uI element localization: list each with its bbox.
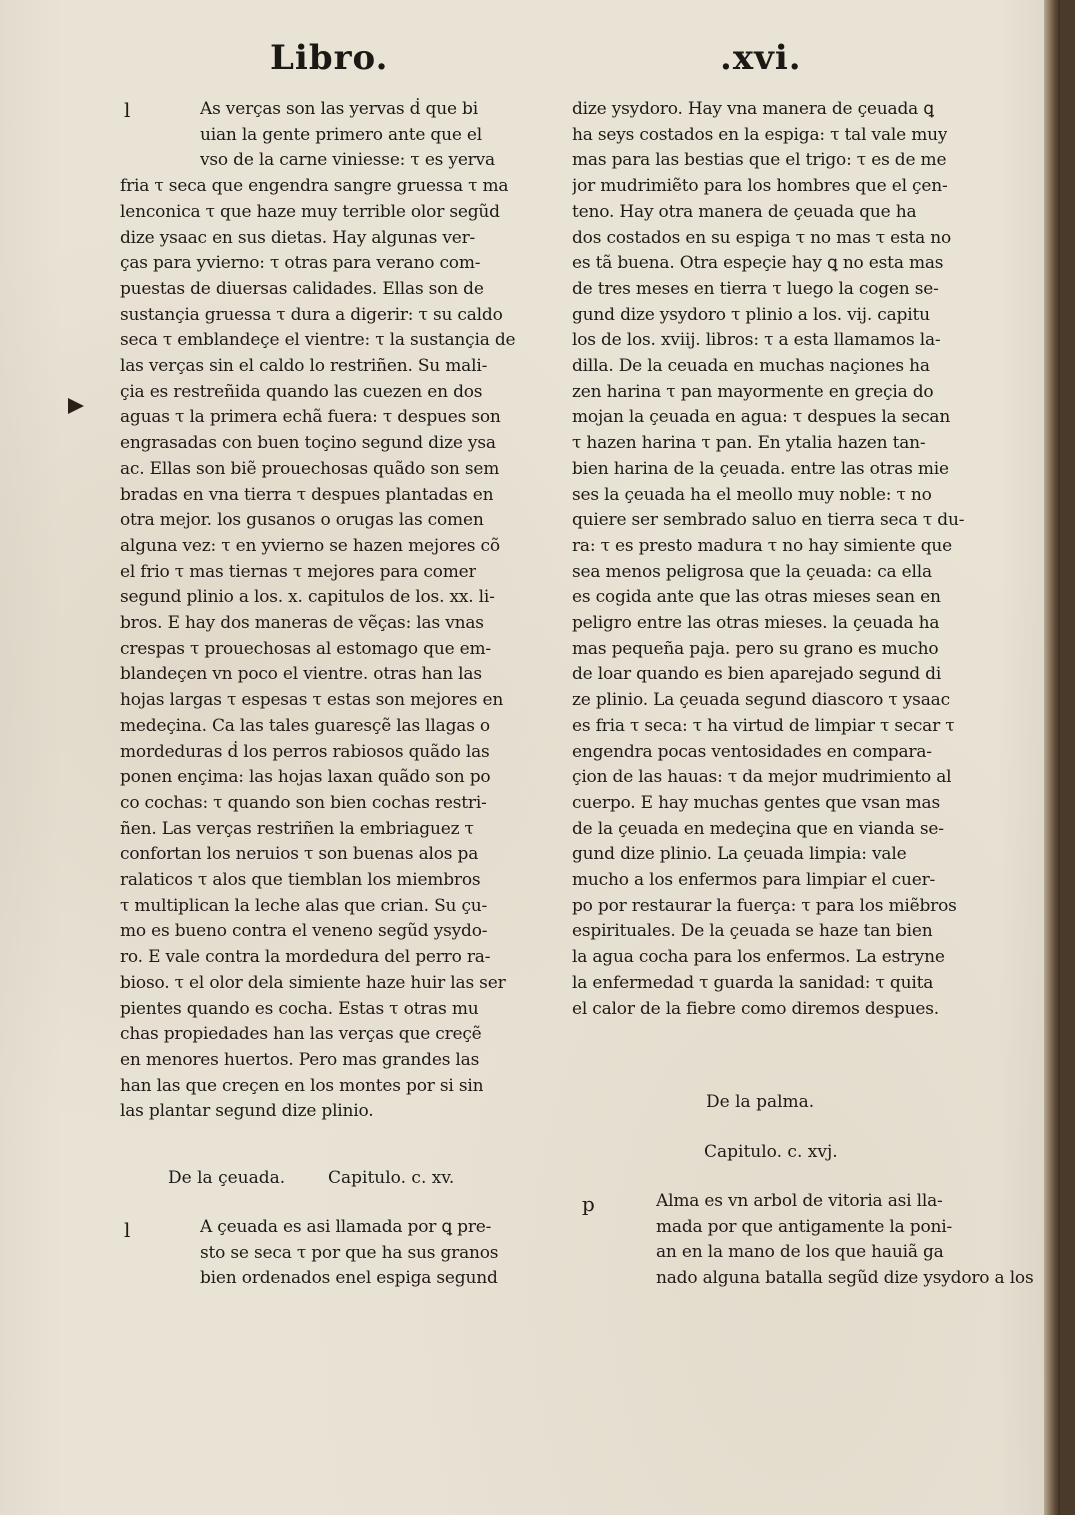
- text-line: ze plinio. La çeuada segund diascoro τ ysaac: [572, 690, 950, 711]
- text-line: sea menos peligrosa que la çeuada: ca ella: [572, 561, 932, 582]
- text-line: de loar quando es bien aparejado segund di: [572, 664, 942, 685]
- text-line: ha seys costados en la espiga: τ tal vale muy: [572, 124, 948, 145]
- text-line: la agua cocha para los enfermos. La estryne: [572, 947, 945, 968]
- text-line: sto se seca τ por que ha sus granos: [200, 1242, 499, 1263]
- text-line: otra mejor. los gusanos o orugas las comen: [120, 510, 484, 531]
- text-line: gund dize ysydoro τ plinio a los. vij. capitu: [572, 304, 930, 325]
- text-line: uian la gente primero ante que el: [200, 124, 483, 145]
- text-line: vso de la carne viniesse: τ es yerva: [200, 150, 495, 171]
- text-line: crespas τ prouechosas al estomago que em-: [120, 638, 491, 659]
- text-line: ra: τ es presto madura τ no hay simiente que: [572, 535, 953, 556]
- text-line: blandeçen vn poco el vientre. otras han las: [120, 664, 482, 685]
- text-line: espirituales. De la çeuada se haze tan bien: [572, 921, 933, 942]
- text-line: co cochas: τ quando son bien cochas restri-: [120, 792, 487, 813]
- text-line: τ hazen harina τ pan. En ytalia hazen tan-: [572, 433, 926, 454]
- text-line: bien harina de la çeuada. entre las otras mie: [572, 458, 949, 479]
- pointing-mark: [68, 398, 84, 414]
- text-line: sustançia gruessa τ dura a digerir: τ su caldo: [120, 304, 503, 325]
- text-line: chas propiedades han las verças que creçẽ: [120, 1024, 482, 1045]
- text-line: el calor de la fiebre como diremos despues.: [572, 998, 939, 1019]
- text-line: alguna vez: τ en yvierno se hazen mejores cõ: [120, 535, 500, 556]
- text-line: ac. Ellas son biẽ prouechosas quãdo son sem: [120, 458, 500, 479]
- text-line: τ multiplican la leche alas que crian. Su çu-: [120, 895, 488, 916]
- text-line: cuerpo. E hay muchas gentes que vsan mas: [572, 792, 940, 813]
- text-line: puestas de diuersas calidades. Ellas son de: [120, 278, 484, 299]
- text-line: ponen ençima: las hojas laxan quãdo son po: [120, 767, 491, 788]
- text-line: ralaticos τ alos que tiemblan los miembros: [120, 870, 481, 890]
- text-line: peligro entre las otras mieses. la çeuada ha: [572, 613, 940, 633]
- running-head-right: .xvi.: [720, 38, 802, 78]
- text-line: jor mudrimiẽto para los hombres que el çen-: [572, 176, 948, 197]
- text-line: engendra pocas ventosidades en compara-: [572, 741, 932, 762]
- text-line: çia es restreñida quando las cuezen en dos: [120, 381, 483, 402]
- text-line: dize ysaac en sus dietas. Hay algunas ver-: [120, 227, 476, 248]
- left-section-chapter: Capitulo. c. xv.: [328, 1168, 455, 1188]
- text-line: ses la çeuada ha el meollo muy noble: τ no: [572, 484, 932, 505]
- text-line: çion de las hauas: τ da mejor mudrimiento al: [572, 767, 952, 788]
- text-line: la enfermedad τ guarda la sanidad: τ quita: [572, 972, 934, 993]
- text-line: mojan la çeuada en agua: τ despues la secan: [572, 407, 951, 428]
- text-line: zen harina τ pan mayormente en greçia do: [572, 381, 934, 402]
- text-line: A çeuada es asi llamada por ꝗ pre-: [200, 1217, 492, 1237]
- right-section-title: De la palma.: [706, 1092, 815, 1112]
- text-line: mo es bueno contra el veneno segũd ysydo-: [120, 921, 488, 942]
- text-line: po por restaurar la fuerça: τ para los miẽbros: [572, 895, 957, 916]
- text-line: de la çeuada en medeçina que en vianda se-: [572, 818, 944, 839]
- text-line: el frio τ mas tiernas τ mejores para comer: [120, 561, 477, 582]
- running-head-left: Libro.: [270, 38, 389, 78]
- text-line: As verças son las yervas ḋ que bi: [200, 99, 478, 119]
- text-line: mordeduras ḋ los perros rabiosos quãdo las: [120, 741, 490, 762]
- text-line: bros. E hay dos maneras de vẽças: las vnas: [120, 613, 484, 633]
- text-line: mucho a los enfermos para limpiar el cuer-: [572, 870, 936, 890]
- text-line: los de los. xviij. libros: τ a esta llamamos la-: [572, 330, 941, 351]
- text-line: seca τ emblandeçe el vientre: τ la sustançia de: [120, 330, 516, 351]
- text-line: dize ysydoro. Hay vna manera de çeuada ꝗ: [572, 99, 934, 119]
- text-line: engrasadas con buen toçino segund dize ysa: [120, 433, 496, 454]
- text-line: mas para las bestias que el trigo: τ es de me: [572, 150, 947, 171]
- text-line: bioso. τ el olor dela simiente haze huir las ser: [120, 972, 506, 993]
- text-line: en menores huertos. Pero mas grandes las: [120, 1049, 480, 1070]
- text-line: bien ordenados enel espiga segund: [200, 1268, 498, 1289]
- text-line: Alma es vn arbol de vitoria asi lla-: [656, 1191, 943, 1211]
- text-line: quiere ser sembrado saluo en tierra seca τ du-: [572, 510, 965, 531]
- text-line: hojas largas τ espesas τ estas son mejores en: [120, 690, 504, 711]
- text-line: es fria τ seca: τ ha virtud de limpiar τ secar τ: [572, 715, 955, 736]
- text-line: lenconica τ que haze muy terrible olor segũd: [120, 201, 500, 222]
- text-line: es tã buena. Otra espeçie hay ꝗ no esta mas: [572, 253, 944, 274]
- text-line: aguas τ la primera echã fuera: τ despues son: [120, 407, 501, 428]
- text-line: las plantar segund dize plinio.: [120, 1101, 374, 1122]
- left-section-initial: l: [124, 1218, 131, 1242]
- text-line: segund plinio a los. x. capitulos de los. xx. li-: [120, 587, 495, 608]
- text-line: es cogida ante que las otras mieses sean en: [572, 587, 941, 608]
- left-column-initial: l: [124, 98, 131, 122]
- text-line: las verças sin el caldo lo restriñen. Su mali-: [120, 356, 488, 376]
- page-edge: [1044, 0, 1060, 1515]
- text-line: han las que creçen en los montes por si sin: [120, 1075, 484, 1096]
- text-line: ñen. Las verças restriñen la embriaguez τ: [120, 818, 474, 839]
- text-line: teno. Hay otra manera de çeuada que ha: [572, 201, 917, 222]
- text-line: gund dize plinio. La çeuada limpia: vale: [572, 844, 907, 865]
- left-section-title: De la çeuada.: [168, 1168, 286, 1188]
- right-section-initial: p: [582, 1192, 595, 1216]
- text-line: ças para yvierno: τ otras para verano com-: [120, 253, 481, 274]
- text-line: dos costados en su espiga τ no mas τ esta no: [572, 227, 952, 248]
- text-line: de tres meses en tierra τ luego la cogen se-: [572, 278, 939, 299]
- text-line: mada por que antigamente la poni-: [656, 1216, 953, 1237]
- text-line: medeçina. Ca las tales guaresçẽ las llagas o: [120, 715, 490, 736]
- text-line: pientes quando es cocha. Estas τ otras mu: [120, 998, 479, 1019]
- text-line: confortan los neruios τ son buenas alos pa: [120, 844, 479, 865]
- text-line: fria τ seca que engendra sangre gruessa τ ma: [120, 176, 509, 197]
- text-line: dilla. De la ceuada en muchas naçiones ha: [572, 356, 930, 376]
- right-section-chapter: Capitulo. c. xvj.: [704, 1142, 838, 1162]
- text-line: ro. E vale contra la mordedura del perro ra-: [120, 947, 491, 968]
- text-line: bradas en vna tierra τ despues plantadas en: [120, 484, 494, 505]
- text-line: mas pequeña paja. pero su grano es mucho: [572, 638, 939, 659]
- text-line: an en la mano de los que hauiã ga: [656, 1242, 944, 1263]
- text-line: nado alguna batalla segũd dize ysydoro a los: [656, 1268, 1034, 1289]
